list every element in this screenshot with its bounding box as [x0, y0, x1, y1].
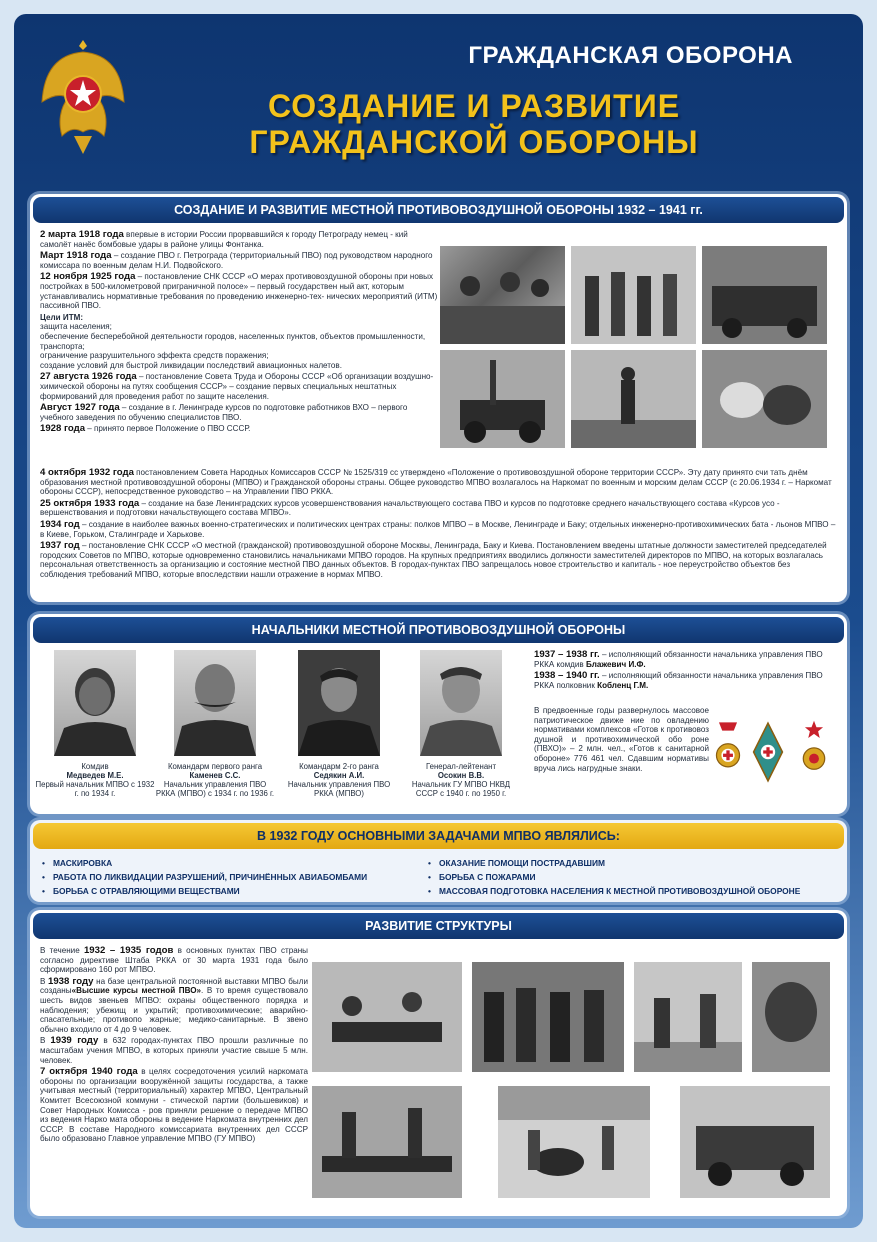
task-item: • БОРЬБА С ПОЖАРАМИ — [428, 870, 800, 884]
note-text: – исполняющий обязанности начальника управления ПВО РККА комдив — [534, 650, 823, 669]
acting-chiefs-notes — [534, 650, 834, 692]
awards-text: В предвоенные годы развернулось массовое патриотическое движе ние по овладению нормативами комплексов «Готов к противовоз душной и противохимической обо роне (ПВХО)» – 2 млн. чел., «Готов к санитарной обороне» 776 461 чел. Сдавшим нормативы вруча лись нагрудные знаки. — [534, 706, 709, 773]
entry-date: 25 октября 1933 года — [40, 497, 140, 509]
section-title: НАЧАЛЬНИКИ МЕСТНОЙ ПРОТИВОВОЗДУШНОЙ ОБОРОНЫ — [33, 617, 844, 643]
pvho-medal-icon — [800, 716, 828, 788]
entry-date: 7 октября 1940 года — [40, 1066, 138, 1078]
entry-text: впервые в истории России прорвавшийся к городу Петрограду немец - кий самолёт нанёс бомбовые удары в районе улицы Фонтанка. — [40, 230, 408, 249]
chief-name: Седякин А.И. — [313, 771, 365, 780]
task-item: • БОРЬБА С ОТРАВЛЯЮЩИМИ ВЕЩЕСТВАМИ — [42, 884, 367, 898]
archive-photo — [472, 962, 624, 1072]
task-item: • МАССОВАЯ ПОДГОТОВКА НАСЕЛЕНИЯ К МЕСТНОЙ ПРОТИВОВОЗДУШНОЙ ОБОРОНЕ — [428, 884, 800, 898]
entry-date: 1932 – 1935 годов — [83, 945, 174, 956]
entry-date: 27 августа 1926 года — [40, 371, 137, 383]
chief-portrait — [298, 650, 380, 756]
pvho-badge-icon — [714, 716, 742, 788]
entry-date: 2 марта 1918 года — [40, 229, 124, 240]
section-tasks — [30, 820, 847, 902]
tasks-left — [42, 856, 367, 898]
chief-rank: Генерал-лейтенант — [425, 762, 497, 771]
history-entry — [40, 468, 838, 497]
tasks-right — [428, 856, 800, 898]
chief-caption — [279, 762, 399, 798]
chief-role: Начальник ГУ МПВО НКВД СССР с 1940 г. по 1950 г. — [411, 780, 511, 798]
chief-rank: Командарм первого ранга — [167, 762, 263, 771]
structure-entry — [40, 1036, 308, 1065]
chief-caption — [35, 762, 155, 798]
entry-text: – создание ПВО г. Петрограда (территориальный ПВО) под руководством народного комиссара по военным делам Н.И. Подвойского. — [40, 251, 433, 270]
history-column — [40, 230, 438, 436]
entry-pre: В течение — [40, 946, 84, 955]
sanitary-defense-badge-icon — [752, 716, 784, 788]
entry-text: в целях сосредоточения усилий наркомата обороны по организации вооружённой защиты государства, а также учитывая местный (территориальный) характер МПВО, Центральный Комитет Всесоюзной коммуни - стической партии (большевиков) и Совет Народных Комисса - ров приняли решение о передаче МПВО из ведения Нарко мата обороны в ведение Наркомата внутренних дел СССР. В составе Народного комиссариата внутренних дел СССР было образовано Главное управление МПВО (ГУ МПВО) — [40, 1067, 308, 1144]
main-title-line1: СОЗДАНИЕ И РАЗВИТИЕ — [267, 88, 681, 124]
entry-text: – постановление СНК СССР «О местной (гражданской) противовоздушной обороне Москвы, Ленинграда, Баку и Киева. Постановлением введены штатные должности заместителей председателей городских Советов по МПВО, которые одновременно становились начальниками МПВО городов. На крупных предприятиях вводились должности заместителей директоров по МПВО, на которых возлагалась персональная ответственность за организацию и состояние местной ПВО данных объектов. В городах-пунктах ПВО запрещалось новое строительство и капиталь - ное переустройство объектов без соблюдения требований МПВО, которые впоследствии нашли отражение в нормах МПВО. — [40, 541, 827, 579]
archive-photo — [440, 350, 565, 448]
history-entry — [40, 499, 838, 518]
structure-entry — [40, 946, 308, 975]
section-chiefs — [30, 614, 847, 814]
history-entry — [40, 520, 838, 539]
entry-text: – создание на базе Ленинградских курсов усовершенствования начальствующего состава ПВО и курсов по подготовке среднего начальствующего состава «Курсов усо - вершенствования и подготовки начальствующего состава МПВО». — [40, 498, 780, 518]
archive-photo — [680, 1086, 830, 1198]
acting-chief-note — [534, 650, 834, 669]
note-person: Блажевич И.Ф. — [585, 659, 646, 669]
entry-date: 1938 году — [48, 975, 94, 987]
archive-photo — [440, 246, 565, 344]
mchs-eagle-emblem-icon — [40, 32, 126, 158]
chief-name: Медведев М.Е. — [66, 771, 124, 780]
entry-text: в основных пунктах ПВО страны согласно директиве Штаба РККА от 30 марта 1931 года было сформировано 160 рот МПВО. — [40, 946, 308, 975]
entry-date: 4 октября 1932 года — [40, 467, 134, 478]
entry-text: постановлением Совета Народных Комиссаров СССР № 1525/319 сс утверждено «Положение о противовоздушной обороне территории СССР». Эту дату принято счи тать днём образования местной противовоздушной обороны (МПВО) и Гражданской обороны страны. Общее руководство МПВО возлагалось на Наркомат по военным и морским делам СССР (с 20.06.1934 г. – Наркомат обороны СССР), непосредственное руководство – на Управлении ПВО РККА. — [40, 468, 832, 497]
chief-role: Первый начальник МПВО с 1932 г. по 1934 г. — [35, 780, 155, 798]
history-entry — [40, 230, 438, 249]
entry-date: 1937 год — [40, 540, 80, 552]
chief-portrait — [174, 650, 256, 756]
entry-pre: В — [40, 976, 48, 986]
entry-text: в 632 городах-пунктах ПВО прошли различные по масштабам учения МПВО, в которых приняли участие свыше 5 млн. человек. — [40, 1036, 309, 1065]
structure-column — [40, 946, 308, 1146]
main-title-line2: ГРАЖДАНСКОЙ ОБОРОНЫ — [249, 124, 699, 160]
archive-photo — [702, 350, 827, 448]
itm-title: Цели ИТМ: — [40, 312, 84, 322]
entry-date: Август 1927 года — [40, 402, 120, 414]
chief-name: Каменев С.С. — [189, 771, 241, 780]
history-entry — [40, 541, 838, 579]
entry-text: . В то время существовало шесть видов звеньев МПВО: охраны общественного порядка и наблюдения; убежищ и укрытий; противохимические; аварийно-спасательные; противопо жарные; медико-санитарные. В звено обычно входило от 4 до 9 человек. — [40, 986, 308, 1034]
org-title: ГРАЖДАНСКАЯ ОБОРОНА — [468, 42, 793, 69]
history-entry — [40, 372, 438, 401]
chief-role: Начальник управления ПВО РККА (МПВО) — [287, 780, 391, 798]
entry-text: – создание в г. Ленинграде курсов по подготовке работников ВХО – первого учебного заведения по обучению специалистов ПВО. — [40, 403, 408, 422]
note-person: Кобленц Г.М. — [597, 680, 649, 690]
acting-chief-note — [534, 671, 834, 690]
archive-photo — [571, 350, 696, 448]
entry-text: – постановление СНК СССР «О мерах противовоздушной обороны при новых постройках в 500-километровой приграничной полосе» – первый государствен ный акт, которым устанавливались нормативные требования по проведению инженерно-тех- нических мероприятий (ИТМ) пассивной ПВО. — [40, 272, 438, 311]
task-item: • МАСКИРОВКА — [42, 856, 367, 870]
chief-caption — [155, 762, 275, 798]
archive-photo — [498, 1086, 650, 1198]
note-text: – исполняющий обязанности начальника управления ПВО РККА полковник — [534, 671, 823, 690]
section-mpvo-history — [30, 194, 847, 602]
itm-goals — [40, 313, 438, 371]
entry-text: – создание в наиболее важных военно-стратегических и политических центрах страны: полков МПВО – в Москве, Ленинграде и Баку; отдельных инженерно-противохимических бата - льонов МПВО – в Киеве, Горьком, Сталинграде и Харькове. — [40, 519, 836, 539]
chief-portrait — [54, 650, 136, 756]
chief-rank: Комдив — [81, 762, 109, 771]
entry-text: – постановление Совета Труда и Обороны СССР «Об организации воздушно-химической обороны на путях сообщения СССР» – создание первых специальных нештатных формирований для проведения работ по защите населения. — [40, 372, 434, 401]
section-title: СОЗДАНИЕ И РАЗВИТИЕ МЕСТНОЙ ПРОТИВОВОЗДУШНОЙ ОБОРОНЫ 1932 – 1941 гг. — [33, 197, 844, 223]
structure-entry — [40, 1067, 308, 1144]
structure-entry — [40, 977, 308, 1035]
chief-portrait — [420, 650, 502, 756]
archive-photo — [312, 1086, 462, 1198]
entry-pre: В — [40, 1036, 51, 1046]
section-title: РАЗВИТИЕ СТРУКТУРЫ — [33, 913, 844, 939]
history-entry — [40, 251, 438, 270]
archive-photo — [571, 246, 696, 344]
archive-photo — [312, 962, 462, 1072]
entry-text: – принято первое Положение о ПВО СССР. — [85, 424, 251, 434]
history-wide-column — [40, 468, 838, 582]
section-structure — [30, 910, 847, 1216]
entry-text: на базе центральной постоянной выставки МПВО были созданы — [40, 976, 308, 996]
entry-highlight: «Высшие курсы местной ПВО» — [71, 986, 202, 996]
chief-name: Осокин В.В. — [437, 771, 485, 780]
main-title — [214, 88, 734, 160]
chief-role: Начальник управления ПВО РККА (МПВО) с 1934 г. по 1936 г. — [155, 780, 275, 798]
history-entry — [40, 403, 438, 422]
section-title: В 1932 ГОДУ ОСНОВНЫМИ ЗАДАЧАМИ МПВО ЯВЛЯЛИСЬ: — [33, 823, 844, 849]
itm-item: ограничение разрушительного эффекта средств поражения; — [40, 351, 269, 361]
chief-rank: Командарм 2-го ранга — [299, 762, 379, 771]
itm-item: защита населения; — [40, 322, 112, 332]
note-date: 1937 – 1938 гг. — [534, 649, 600, 660]
entry-date: Март 1918 года — [40, 250, 112, 262]
itm-item: обеспечение бесперебойной деятельности городов, населенных пунктов, объектов промышленности, транспорта; — [40, 331, 426, 351]
archive-photo — [702, 246, 827, 344]
entry-date: 12 ноября 1925 года — [40, 271, 136, 283]
entry-date: 1928 года — [40, 423, 86, 435]
task-item: • ОКАЗАНИЕ ПОМОЩИ ПОСТРАДАВШИМ — [428, 856, 800, 870]
history-entry — [40, 424, 438, 434]
entry-date: 1939 году — [50, 1035, 99, 1047]
itm-item: создание условий для быстрой ликвидации последствий авиационных налетов. — [40, 360, 342, 370]
task-item: • РАБОТА ПО ЛИКВИДАЦИИ РАЗРУШЕНИЙ, ПРИЧИНЁННЫХ АВИАБОМБАМИ — [42, 870, 367, 884]
poster — [14, 14, 863, 1228]
history-entry — [40, 272, 438, 310]
chief-caption — [401, 762, 521, 798]
archive-photo — [634, 962, 742, 1072]
entry-date: 1934 год — [40, 518, 80, 530]
note-date: 1938 – 1940 гг. — [534, 670, 600, 682]
archive-photo — [752, 962, 830, 1072]
